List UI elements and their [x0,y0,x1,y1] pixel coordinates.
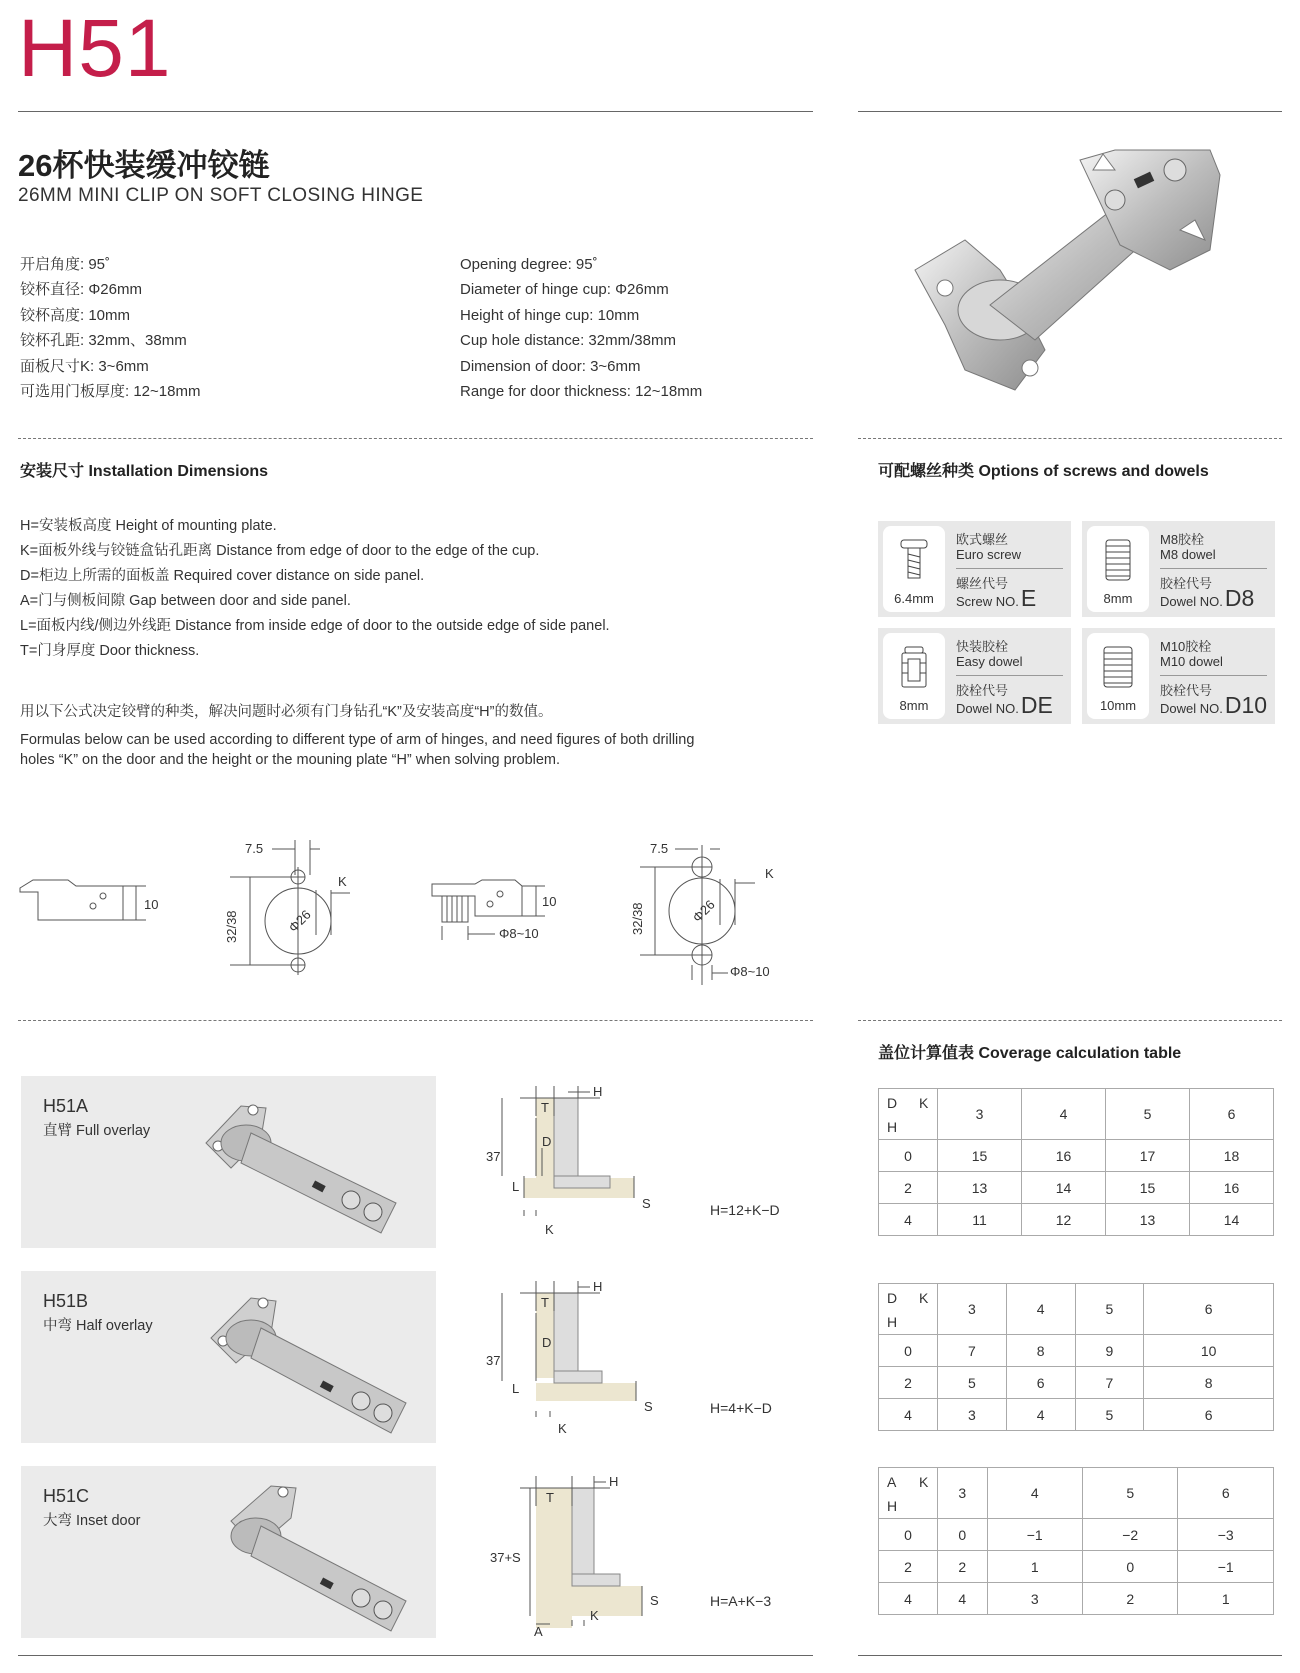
cell: 0 [938,1519,988,1551]
spec-line: Diameter of hinge cup: Φ26mm [460,281,669,299]
dim-label: H [609,1474,619,1489]
row-head-var: H [887,1314,898,1330]
cell: 3 [938,1399,1007,1431]
row-header: 2 [879,1551,938,1583]
cell: 1 [987,1551,1082,1583]
col-header: 4 [1006,1284,1075,1335]
screw-code: E [1020,585,1037,611]
spec-line: Height of hinge cup: 10mm [460,306,640,324]
separator [1160,675,1267,676]
overlay-diagram-h51b [486,1271,690,1443]
code-label-cn: 胶栓代号 [1160,576,1213,591]
hinge-photo [201,1283,421,1438]
dowel-icon [1087,526,1149,586]
cell: 14 [1022,1172,1106,1204]
table-row [879,1140,1274,1172]
table-row [879,1399,1274,1431]
col-header: 5 [1082,1468,1177,1519]
dim-label: L [512,1179,520,1194]
row-head-var: H [887,1119,898,1135]
cell: −1 [987,1519,1082,1551]
icon-tile [1087,633,1149,719]
row-header: 4 [879,1399,938,1431]
type-sub: 直臂 Full overlay [43,1123,151,1139]
easy-dowel-icon [883,633,945,693]
coverage-table-h51b [878,1283,1274,1431]
screw-code-block [956,576,1036,609]
cell: 0 [1082,1551,1177,1583]
cell: 11 [938,1204,1022,1236]
row-header: 2 [879,1367,938,1399]
formula: H=A+K−3 [710,1593,772,1609]
type-sub: 中弯 Half overlay [43,1318,153,1334]
type-name: H51B [43,1291,89,1311]
table-row [879,1583,1274,1615]
cell: 2 [1082,1583,1177,1615]
col-header: 6 [1178,1468,1274,1519]
formula: H=4+K−D [710,1400,772,1416]
cell: 16 [1190,1172,1274,1204]
coverage-table-h51a [878,1088,1274,1236]
drawing-mounting-plate-screw [18,870,168,940]
cell: −3 [1178,1519,1274,1551]
screw-size: 6.4mm [894,591,934,606]
screw-name [1160,532,1216,562]
top-rule-right [858,111,1282,112]
screw-code: DE [1020,692,1053,718]
row-header: 4 [879,1204,938,1236]
install-heading: 安装尺寸 Installation Dimensions [20,463,269,480]
col-header: 5 [1075,1284,1144,1335]
hinge-photo [201,1476,421,1636]
model-title: H51 [18,3,172,94]
separator [956,568,1063,569]
divider [18,1020,813,1021]
col-header: 6 [1190,1089,1274,1140]
cell: 8 [1006,1335,1075,1367]
cell: 1 [1178,1583,1274,1615]
dim-label: 32/38 [224,910,239,943]
col-var: K [919,1474,929,1490]
definition-line: H=安装板高度 Height of mounting plate. [20,518,277,534]
dim-label: 37 [486,1353,501,1368]
dim-label: S [644,1399,653,1414]
cell: 10 [1144,1335,1274,1367]
cell: 9 [1075,1335,1144,1367]
screw-code: D10 [1224,692,1268,718]
screw-name [1160,639,1223,669]
spec-line: Dimension of door: 3~6mm [460,357,641,375]
screw-name [956,532,1021,562]
table-corner [879,1468,938,1519]
overlay-diagram-h51c [490,1466,690,1638]
type-sub: 大弯 Inset door [43,1513,141,1529]
separator [956,675,1063,676]
screw-size: 8mm [899,698,929,713]
screw-name-cn: M8胶栓 [1160,532,1205,547]
cell: 17 [1106,1140,1190,1172]
divider [858,1020,1282,1021]
icon-tile [883,526,945,612]
dim-label: 32/38 [630,902,645,935]
spec-line: Cup hole distance: 32mm/38mm [460,332,676,350]
col-header: 3 [938,1284,1007,1335]
cell: 4 [938,1583,988,1615]
divider [858,438,1282,439]
col-var: K [919,1290,929,1306]
formula-note-cn: 用以下公式决定铰臂的种类，解决问题时必须有门身钻孔“K”及安装高度“H”的数值。 [20,704,553,720]
dim-label: 37+S [490,1550,521,1565]
screw-name-en: M10 dowel [1160,654,1223,669]
cell: 13 [1106,1204,1190,1236]
cell: 2 [938,1551,988,1583]
cell: 14 [1190,1204,1274,1236]
cell: −2 [1082,1519,1177,1551]
screw-option-m8 [1082,521,1275,617]
definition-line: A=门与侧板间隙 Gap between door and side panel. [20,593,351,609]
definition-line: L=面板内线/侧边外线距 Distance from inside edge of door to the outside edge of side panel. [20,618,610,634]
dim-label: D [542,1335,552,1350]
screw-code-block [956,683,1053,716]
cell: 13 [938,1172,1022,1204]
icon-tile [883,633,945,719]
cell: 4 [1006,1399,1075,1431]
dim-label: 10 [542,894,557,909]
cell: 16 [1022,1140,1106,1172]
screw-size: 8mm [1103,591,1133,606]
table-row [879,1551,1274,1583]
product-title-en: 26MM MINI CLIP ON SOFT CLOSING HINGE [18,185,424,206]
definition-line: K=面板外线与铰链盒钻孔距离 Distance from edge of door to the edge of the cup. [20,543,540,559]
cell: 6 [1144,1399,1274,1431]
formula: H=12+K−D [710,1202,780,1218]
screw-name-en: Easy dowel [956,654,1023,669]
dim-label: K [545,1222,554,1237]
spec-line: 面板尺寸K: 3~6mm [20,357,149,375]
screw-code-block [1160,576,1254,609]
spec-line: 铰杯孔距: 32mm、38mm [20,332,187,350]
dim-label: Φ26 [689,896,718,926]
col-header: 3 [938,1468,988,1519]
row-head-var: H [887,1498,898,1514]
product-title-cn: 26杯快装缓冲铰链 [18,148,270,183]
install-definitions [20,514,610,664]
table-row [879,1172,1274,1204]
cell: 7 [1075,1367,1144,1399]
dim-label: K [558,1421,567,1436]
dim-label: Φ8~10 [730,964,770,979]
screw-option-easy [878,628,1071,724]
cell: 6 [1006,1367,1075,1399]
table-corner [879,1284,938,1335]
screw-name-cn: 快装胶栓 [956,639,1009,654]
cell: 15 [1106,1172,1190,1204]
type-card-h51a [21,1076,436,1248]
cell: 3 [987,1583,1082,1615]
icon-tile [1087,526,1149,612]
screw-size: 10mm [1099,698,1137,713]
code-label-cn: 螺丝代号 [956,576,1009,591]
screw-name-en: M8 dowel [1160,547,1216,562]
spec-line: 铰杯直径: Φ26mm [20,281,142,299]
table-row [879,1519,1274,1551]
coverage-table-h51c [878,1467,1274,1615]
overlay-diagram-h51a [486,1076,690,1248]
cell: 5 [938,1367,1007,1399]
separator [1160,568,1267,569]
dim-label: K [590,1608,599,1623]
type-name: H51A [43,1096,89,1116]
dim-label: Φ8~10 [499,926,539,941]
row-header: 4 [879,1583,938,1615]
screw-option-euro [878,521,1071,617]
cell: 12 [1022,1204,1106,1236]
divider [18,438,813,439]
screw-icon [883,526,945,586]
code-label-cn: 胶栓代号 [1160,683,1213,698]
type-card-h51c [21,1466,436,1638]
definition-line: D=柜边上所需的面板盖 Required cover distance on side panel. [20,568,425,584]
dim-label: L [512,1381,520,1396]
spec-line: 可选用门板厚度: 12~18mm [20,383,201,401]
formula-note-en: Formulas below can be used according to different type of arm of hinges, and need figures of both drilling holes “K” on the door and the height or the mouning plate “H” when solving problem. [20,732,695,768]
table-row [879,1204,1274,1236]
screw-name-cn: M10胶栓 [1160,639,1212,654]
top-rule-left [18,111,813,112]
dim-label: 7.5 [650,841,669,856]
row-header: 0 [879,1140,938,1172]
code-label-en: Screw NO. [956,594,1019,609]
dim-label: 10 [144,897,159,912]
dim-label: 7.5 [245,841,264,856]
cell: 15 [938,1140,1022,1172]
spec-line: Opening degree: 95˚ [460,256,598,273]
screws-heading: 可配螺丝种类 Options of screws and dowels [878,463,1209,480]
col-header: 3 [938,1089,1022,1140]
dim-label: T [541,1100,549,1115]
definition-line: T=门身厚度 Door thickness. [20,643,200,659]
bottom-rule-right [858,1655,1282,1656]
col-header: 4 [987,1468,1082,1519]
dim-label: K [765,866,774,881]
code-label-cn: 胶栓代号 [956,683,1009,698]
cell: 5 [1075,1399,1144,1431]
row-header: 0 [879,1335,938,1367]
dim-label: T [541,1295,549,1310]
screw-name-cn: 欧式螺丝 [956,532,1009,547]
spec-line: 铰杯高度: 10mm [20,306,131,324]
dim-label: 37 [486,1149,501,1164]
dim-label: Φ26 [285,906,314,936]
type-name: H51C [43,1486,90,1506]
row-var: A [887,1474,897,1490]
row-header: 0 [879,1519,938,1551]
drawing-mounting-plate-dowel [430,870,580,950]
col-var: K [919,1095,929,1111]
type-card-h51b [21,1271,436,1443]
col-header: 6 [1144,1284,1274,1335]
table-row [879,1335,1274,1367]
row-header: 2 [879,1172,938,1204]
dim-label: A [534,1624,543,1639]
dowel-icon [1087,633,1149,693]
dim-label: H [593,1279,603,1294]
cell: 8 [1144,1367,1274,1399]
row-var: D [887,1290,898,1306]
col-header: 4 [1022,1089,1106,1140]
spec-line: 开启角度: 95˚ [20,256,111,273]
dim-label: T [546,1490,554,1505]
dim-label: S [642,1196,651,1211]
dim-label: S [650,1593,659,1608]
hinge-photo [201,1088,421,1243]
cell: 18 [1190,1140,1274,1172]
dim-label: H [593,1084,603,1099]
drawing-cup-holes-screw [220,835,390,985]
screw-option-m10 [1082,628,1275,724]
screw-name-en: Euro screw [956,547,1022,562]
coverage-heading: 盖位计算值表 Coverage calculation table [878,1045,1182,1062]
cell: −1 [1178,1551,1274,1583]
cell: 7 [938,1335,1007,1367]
hinge-product-image [905,140,1250,430]
bottom-rule-left [18,1655,813,1656]
table-corner [879,1089,938,1140]
screw-code: D8 [1224,585,1255,611]
code-label-en: Dowel NO. [1160,594,1223,609]
specs-en [460,252,702,404]
drawing-cup-holes-dowel [630,835,800,995]
spec-line: Range for door thickness: 12~18mm [460,383,703,401]
row-var: D [887,1095,898,1111]
code-label-en: Dowel NO. [1160,701,1223,716]
dim-label: D [542,1134,552,1149]
dim-label: K [338,874,347,889]
col-header: 5 [1106,1089,1190,1140]
table-row [879,1367,1274,1399]
code-label-en: Dowel NO. [956,701,1019,716]
specs-cn [20,252,200,404]
screw-code-block [1160,683,1267,716]
screw-name [956,639,1022,669]
